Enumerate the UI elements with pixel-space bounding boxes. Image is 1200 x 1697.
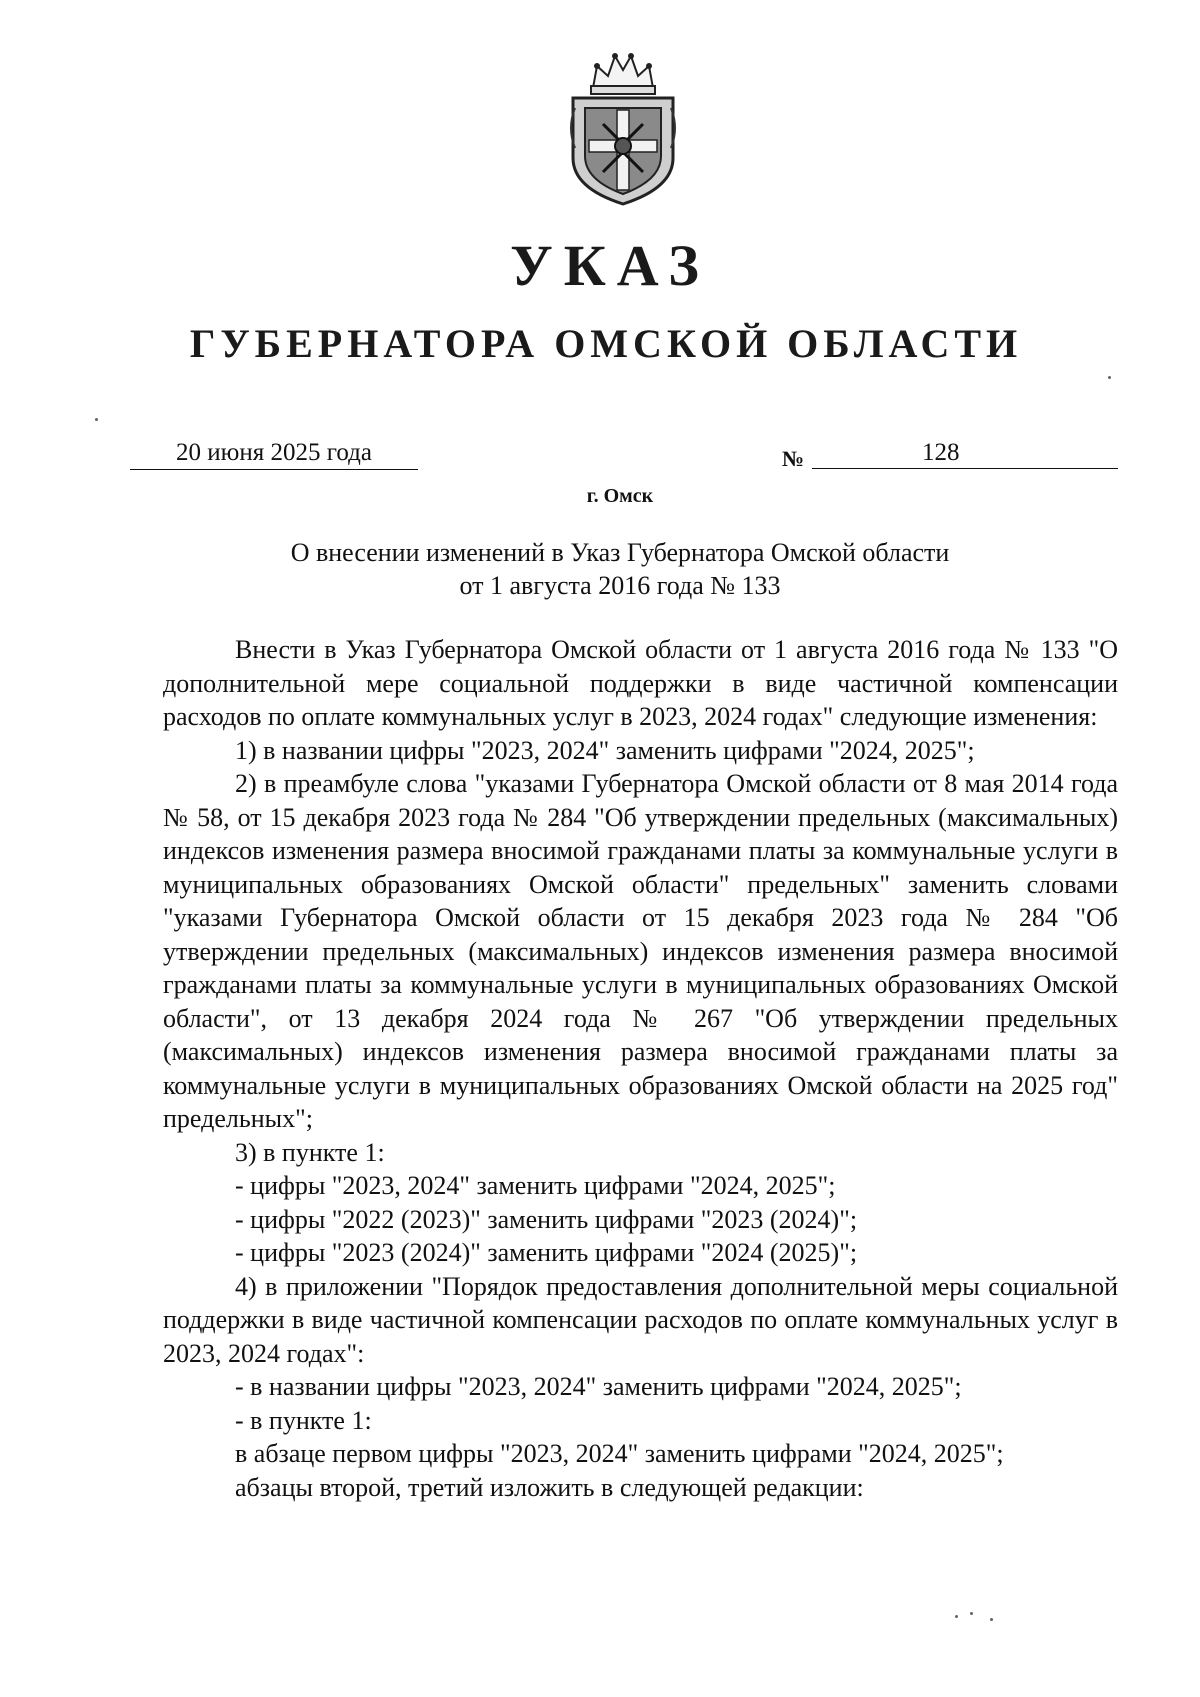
scan-speck [955,1615,958,1618]
document-heading [0,536,1200,602]
scan-speck [970,1612,973,1615]
number-sign: № [782,446,805,471]
item-4: 4) в приложении "Порядок предоставления дополнительной меры социальной поддержки в виде частичной компенсации расходов по оплате коммунальных услуг в 2023, 2024 годах": [163,1271,1118,1368]
item-2: 2) в преамбуле слова "указами Губернатора Омской области от 8 мая 2014 года № 58, от 15 декабря 2023 года № 284 "Об утверждении предельных (максимальных) индексов изменения размера вносимой гражданами платы за коммунальные услуги в муниципальных образованиях Омской области" предельных" заменить словами "указами Губернатора Омской области от 15 декабря 2023 года № 284 "Об утверждении предельных (максимальных) индексов изменения размера вносимой гражданами платы за коммунальные услуги в муниципальных образованиях Омской области", от 13 декабря 2024 года № 267 "Об утверждении предельных (максимальных) индексов изменения размера вносимой гражданами платы за коммунальные услуги в муниципальных образованиях Омской области на 2025 год" предельных"; [163,769,1118,1133]
document-number: 128 [812,436,1118,469]
item-3-b: - цифры "2022 (2023)" заменить цифрами "2023 (2024)"; [235,1204,858,1234]
scan-speck [990,1618,993,1621]
issuer-subtitle: ГУБЕРНАТОРА ОМСКОЙ ОБЛАСТИ [189,321,1023,366]
item-3-a: - цифры "2023, 2024" заменить цифрами "2024, 2025"; [235,1171,836,1200]
issue-city: г. Омск [586,485,654,507]
heading-line-2: от 1 августа 2016 года № 133 [459,571,781,600]
document-type-title: УКАЗ [510,233,710,298]
coat-of-arms-emblem [563,48,683,208]
item-3: 3) в пункте 1: [235,1137,385,1167]
item-4-c: в абзаце первом цифры "2023, 2024" заменить цифрами "2024, 2025"; [235,1439,1004,1468]
document-body [163,633,1118,1504]
scan-speck [95,418,98,421]
heading-line-1: О внесении изменений в Указ Губернатора Омской области [290,538,950,567]
scan-speck [1108,376,1111,379]
item-4-b: - в пункте 1: [235,1405,372,1435]
item-4-d: абзацы второй, третий изложить в следующей редакции: [235,1472,864,1502]
intro-paragraph: Внести в Указ Губернатора Омской области от 1 августа 2016 года № 133 "О дополнительной мере социальной поддержки в виде частичной компенсации расходов по оплате коммунальных услуг в 2023, 2024 годах" следующие изменения: [163,635,1118,731]
document-date: 20 июня 2025 года [130,436,418,470]
item-1: 1) в названии цифры "2023, 2024" заменить цифрами "2024, 2025"; [235,735,975,765]
item-4-a: - в названии цифры "2023, 2024" заменить цифрами "2024, 2025"; [235,1372,962,1401]
item-3-c: - цифры "2023 (2024)" заменить цифрами "2024 (2025)"; [235,1238,858,1267]
